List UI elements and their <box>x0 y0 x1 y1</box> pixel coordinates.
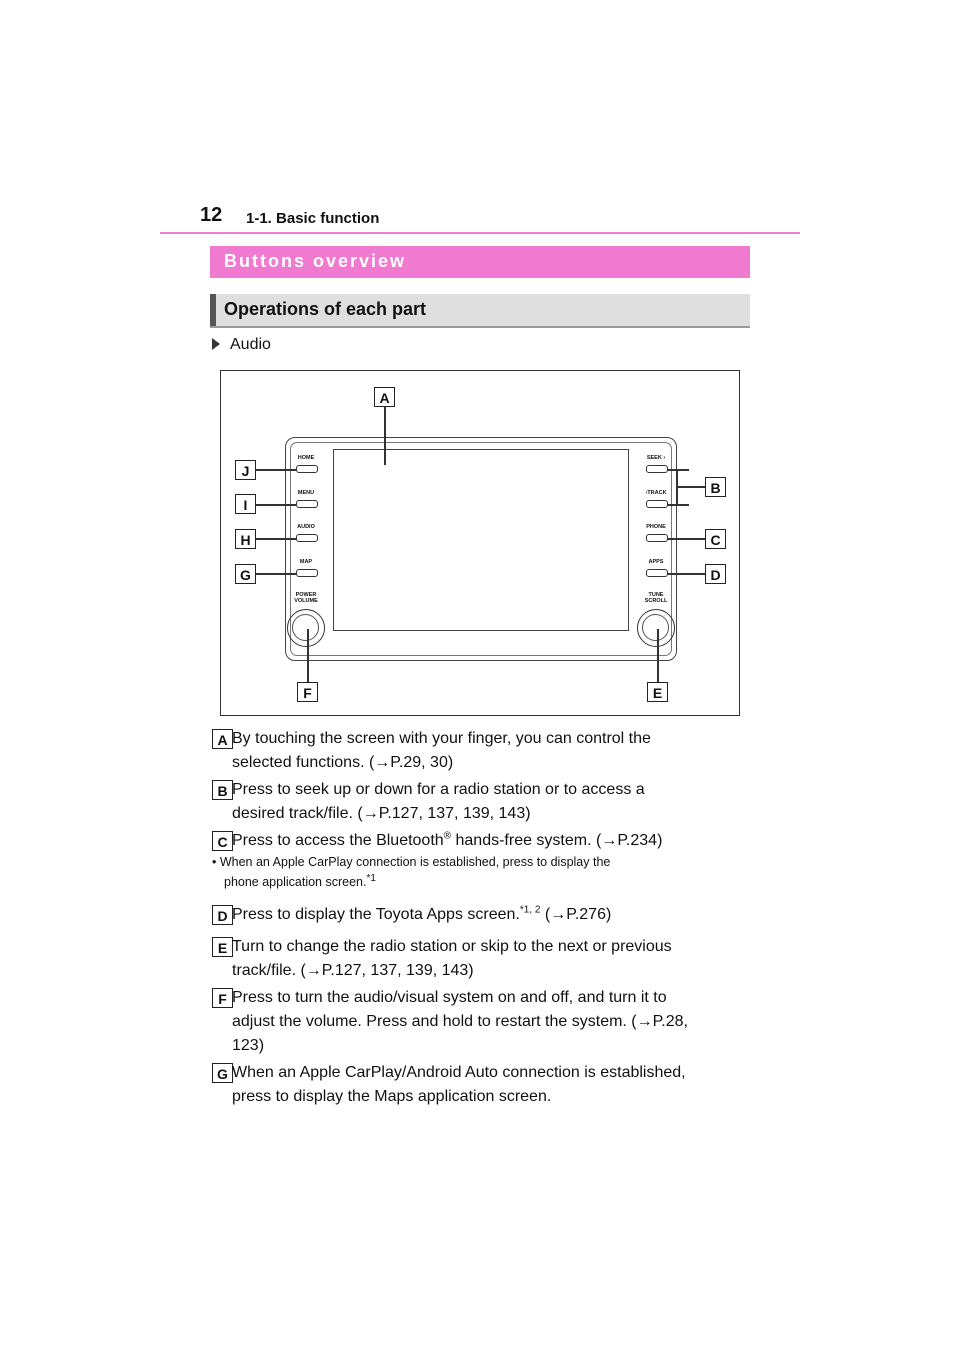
phone-button <box>646 534 668 542</box>
tune-scroll-knob <box>637 609 675 647</box>
leader-e <box>657 629 659 684</box>
item-d-text-end: (→P.276) <box>540 906 612 923</box>
section-title: 1-1. Basic function <box>246 210 380 227</box>
track-button <box>646 500 668 508</box>
item-e-key: E <box>212 937 233 957</box>
note-c-line1: • When an Apple CarPlay connection is established, press to display the <box>212 855 611 869</box>
home-label: HOME <box>297 455 315 461</box>
track-label: ‹TRACK <box>645 490 667 496</box>
callout-e: E <box>647 682 668 702</box>
note-c <box>212 852 752 892</box>
track-text: TRACK <box>647 490 667 496</box>
item-b-line1: Press to seek up or down for a radio station or to access a <box>232 781 645 798</box>
item-f-line3: 123) <box>232 1037 265 1054</box>
item-d-text: Press to display the Toyota Apps screen. <box>232 906 520 923</box>
menu-button <box>296 500 318 508</box>
item-f-line2: adjust the volume. Press and hold to restart the system. (→P.28, <box>232 1013 688 1030</box>
triangle-bullet-icon <box>212 338 220 350</box>
power-label: POWER <box>295 592 317 598</box>
audio-unit-figure <box>220 370 740 716</box>
header-divider <box>160 232 800 234</box>
item-e-line2: track/file. (→P.127, 137, 139, 143) <box>232 962 474 979</box>
item-d-sup: *1, 2 <box>519 904 541 916</box>
leader-f <box>307 629 309 684</box>
callout-c: C <box>705 529 726 549</box>
callout-i: I <box>235 494 256 514</box>
item-e-line1: Turn to change the radio station or skip to the next or previous <box>232 938 672 955</box>
menu-label: MENU <box>297 490 315 496</box>
leader-i <box>256 504 296 506</box>
subheading-title: Operations of each part <box>224 299 427 319</box>
section-banner <box>210 246 750 278</box>
tune-scroll-label <box>636 592 676 604</box>
leader-h <box>256 538 296 540</box>
item-c-key: C <box>212 831 233 851</box>
callout-a: A <box>374 387 395 407</box>
apps-button <box>646 569 668 577</box>
leader-d <box>667 573 705 575</box>
audio-label <box>212 336 271 354</box>
note-c-line2: phone application screen. <box>224 875 367 889</box>
power-volume-label <box>286 592 326 604</box>
apps-label: APPS <box>648 559 664 565</box>
item-c-text-end: hands-free system. (→P.234) <box>451 832 663 849</box>
leader-g <box>256 573 296 575</box>
tune-label: TUNE <box>648 592 664 598</box>
callout-f: F <box>297 682 318 702</box>
phone-label: PHONE <box>646 524 666 530</box>
note-c-sup: *1 <box>366 872 376 884</box>
subheading-banner <box>210 294 750 328</box>
scroll-label: SCROLL <box>644 598 668 604</box>
item-g-key: G <box>212 1063 233 1083</box>
seek-text: SEEK <box>646 455 662 461</box>
item-a-line2: selected functions. (→P.29, 30) <box>232 754 454 771</box>
map-button <box>296 569 318 577</box>
home-button <box>296 465 318 473</box>
item-b-key: B <box>212 780 233 800</box>
audio-button <box>296 534 318 542</box>
audio-label-text: Audio <box>230 336 271 353</box>
item-f-key: F <box>212 988 233 1008</box>
seek-label: SEEK › <box>646 455 666 461</box>
audio-button-label: AUDIO <box>297 524 315 530</box>
leader-c <box>667 538 705 540</box>
power-volume-knob <box>287 609 325 647</box>
item-a-key: A <box>212 729 233 749</box>
item-b-line2: desired track/file. (→P.127, 137, 139, 143) <box>232 805 531 822</box>
registered-mark: ® <box>443 830 452 842</box>
leader-b <box>677 486 705 488</box>
callout-j: J <box>235 460 256 480</box>
callout-h: H <box>235 529 256 549</box>
subheading-bar <box>210 294 216 326</box>
item-c-text: Press to access the Bluetooth <box>232 832 444 849</box>
callout-b: B <box>705 477 726 497</box>
item-f-line1: Press to turn the audio/visual system on and off, and turn it to <box>232 989 667 1006</box>
section-banner-title: Buttons overview <box>224 251 407 271</box>
page-number: 12 <box>200 204 223 226</box>
item-a-line1: By touching the screen with your finger, you can control the <box>232 730 651 747</box>
map-label: MAP <box>299 559 313 565</box>
leader-a <box>384 407 386 465</box>
callout-g: G <box>235 564 256 584</box>
leader-b-top <box>667 469 689 471</box>
item-d-key: D <box>212 905 233 925</box>
leader-b-bottom <box>667 504 689 506</box>
item-g-line2: press to display the Maps application screen. <box>232 1088 552 1105</box>
item-g-line1: When an Apple CarPlay/Android Auto connection is established, <box>232 1064 686 1081</box>
callout-d: D <box>705 564 726 584</box>
touch-screen <box>333 449 629 631</box>
seek-button <box>646 465 668 473</box>
volume-label: VOLUME <box>294 598 318 604</box>
leader-j <box>256 469 296 471</box>
